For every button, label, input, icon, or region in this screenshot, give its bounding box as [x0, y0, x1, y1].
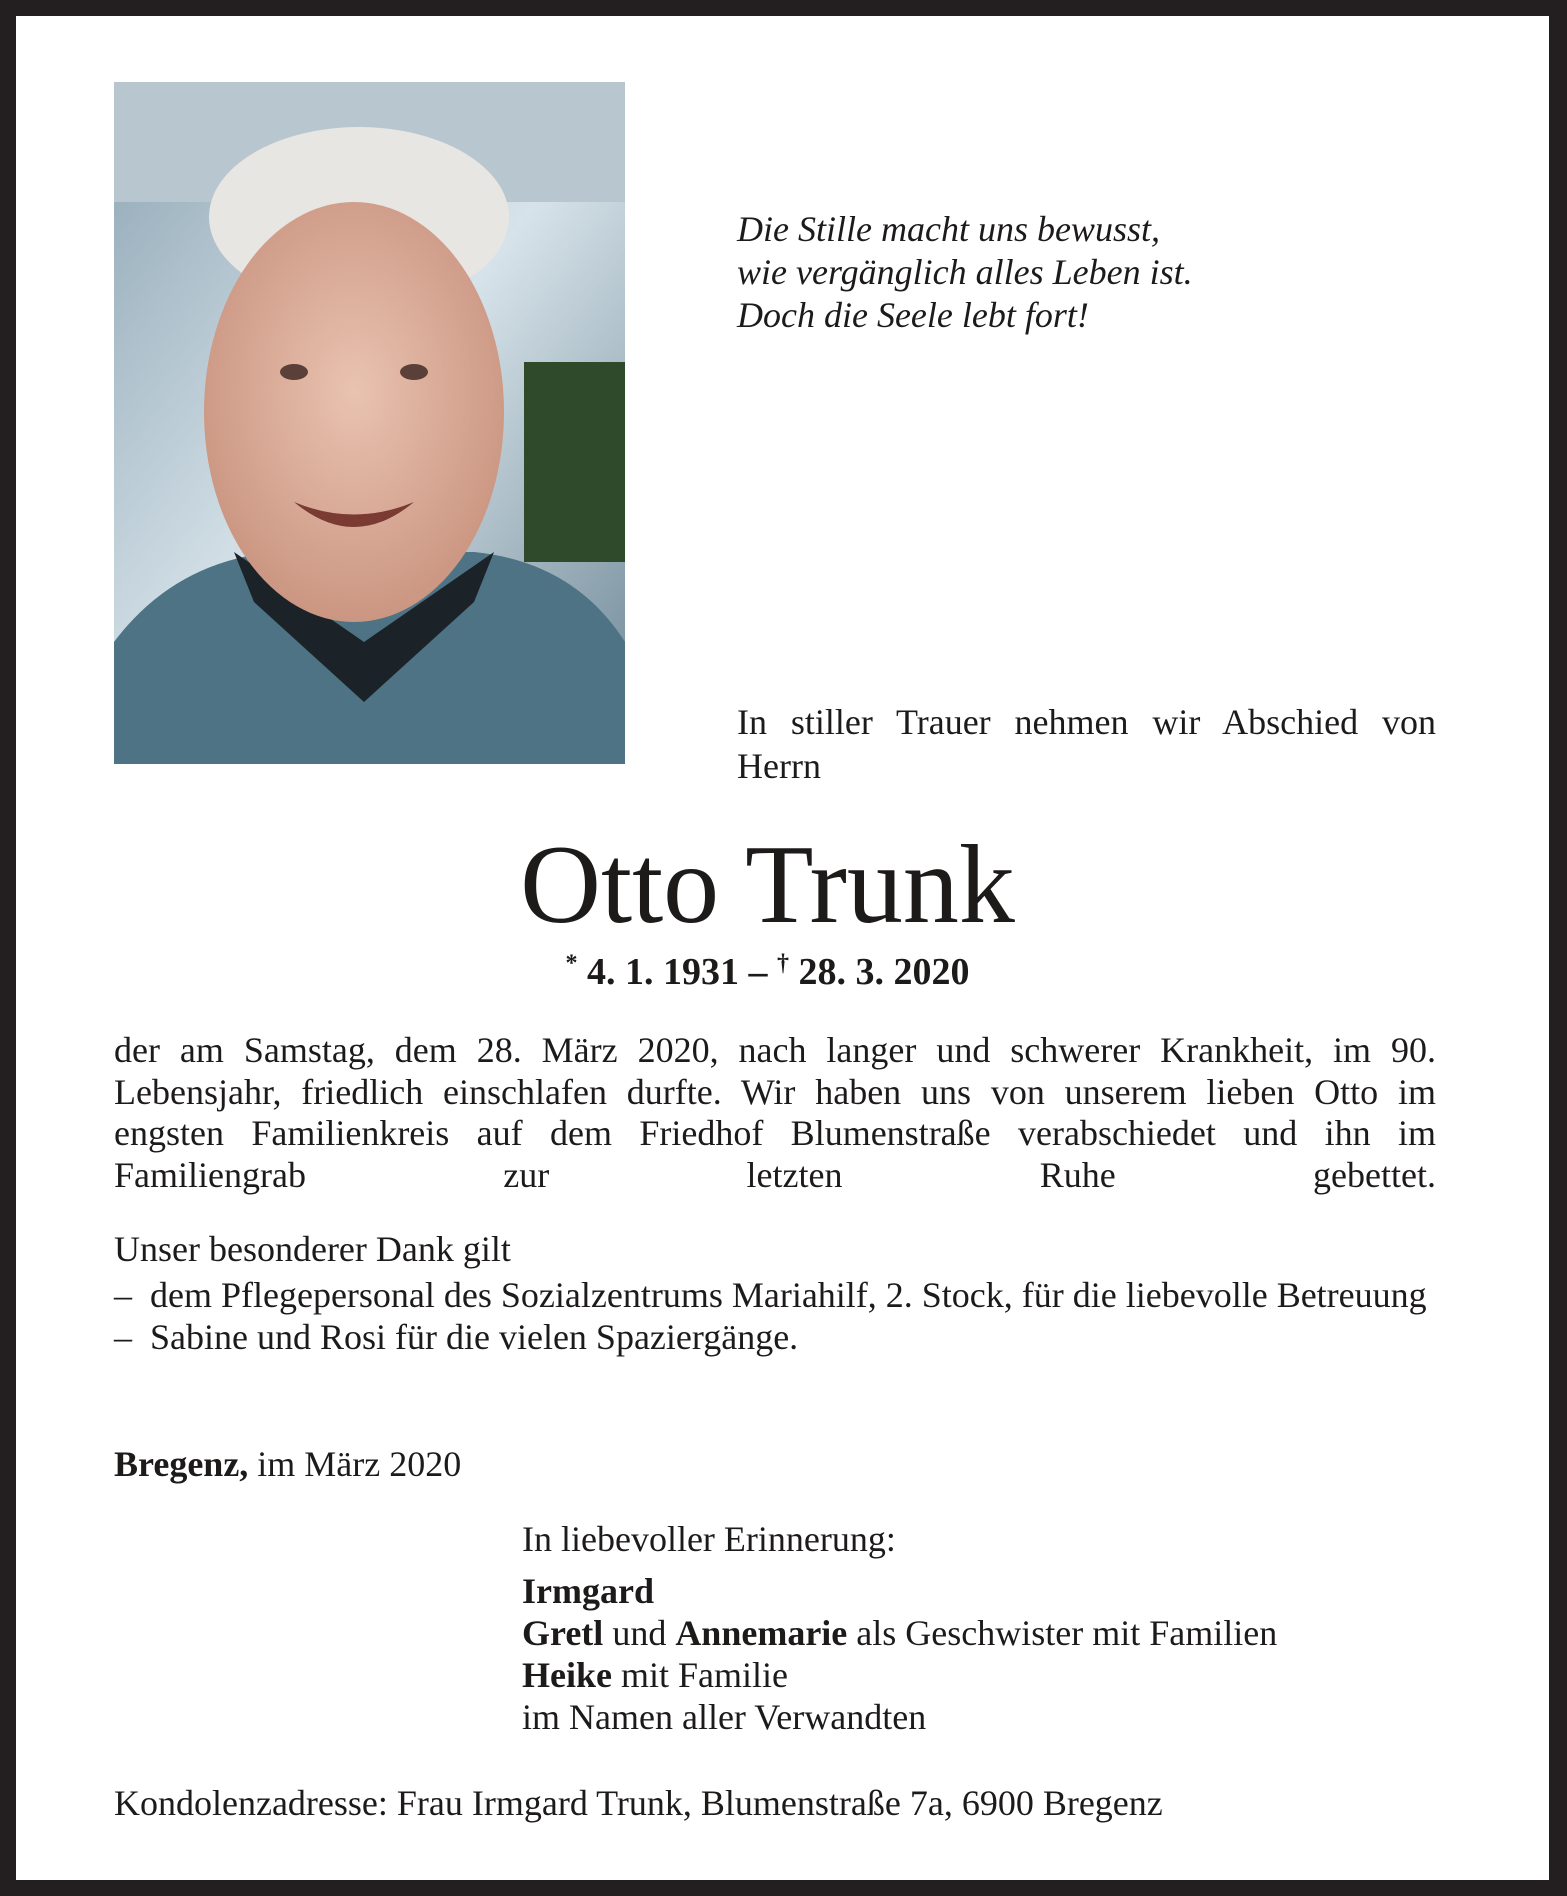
- thanks-heading: Unser besonderer Dank gilt: [114, 1229, 511, 1269]
- dash: –: [114, 1317, 132, 1357]
- birth-date: 4. 1. 1931: [587, 951, 739, 993]
- quote-line: Doch die Seele lebt fort!: [737, 295, 1089, 335]
- mourner-line: Irmgard: [522, 1571, 654, 1611]
- mourner-line: im Namen aller Verwandten: [522, 1697, 927, 1737]
- thanks-item: – dem Pflegepersonal des Sozialzentrums Mariahilf, 2. Stock, für die liebevolle Betreuung: [114, 1275, 1427, 1315]
- place-date: [114, 1443, 461, 1485]
- death-symbol: †: [777, 950, 789, 977]
- city: Bregenz,: [114, 1444, 249, 1484]
- thanks-section: [114, 1228, 1436, 1358]
- intro-text: In stiller Trauer nehmen wir Abschied von Herrn: [737, 702, 1436, 786]
- deceased-name: Otto Trunk: [520, 823, 1015, 947]
- memorial-quote: [737, 208, 1193, 337]
- thanks-list: [114, 1274, 1436, 1358]
- date-text: im März 2020: [248, 1444, 462, 1484]
- life-dates: [0, 950, 1551, 994]
- mourner-line: Heike mit Familie: [522, 1655, 788, 1695]
- obituary-body: der am Samstag, dem 28. März 2020, nach langer und schwerer Krankheit, im 90. Lebensjahr, friedlich einschlafen durfte. Wir haben uns von unserem lieben Otto im engsten Familienkreis auf dem Friedhof Blumenstraße verabschiedet und ihn im Familiengrab zur letzten Ruhe gebettet.: [114, 1030, 1436, 1195]
- birth-symbol: *: [565, 950, 578, 977]
- mourners-heading: In liebevoller Erinnerung:: [522, 1519, 896, 1559]
- condolence-address: Kondolenzadresse: Frau Irmgard Trunk, Blumenstraße 7a, 6900 Bregenz: [114, 1783, 1163, 1823]
- quote-line: wie vergänglich alles Leben ist.: [737, 252, 1193, 292]
- date-separator: –: [739, 951, 777, 993]
- dash: –: [114, 1275, 132, 1315]
- thanks-item: – Sabine und Rosi für die vielen Spaziergänge.: [114, 1317, 799, 1357]
- mourners: [522, 1518, 1277, 1738]
- quote-line: Die Stille macht uns bewusst,: [737, 209, 1160, 249]
- death-date: 28. 3. 2020: [798, 951, 970, 993]
- mourner-line: Gretl und Annemarie als Geschwister mit Familien: [522, 1613, 1278, 1653]
- portrait-photo: [114, 82, 625, 764]
